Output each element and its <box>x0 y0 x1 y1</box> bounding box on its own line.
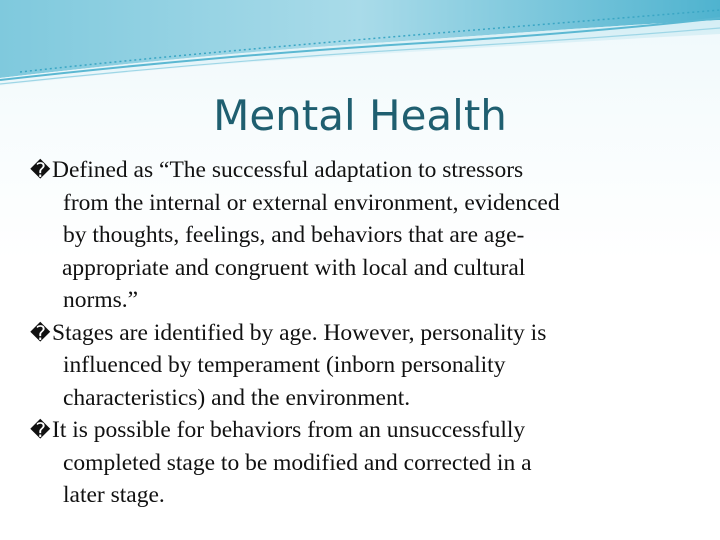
bullet-line: appropriate and congruent with local and cultural <box>62 254 526 281</box>
slide-title-text: Mental Health <box>213 91 507 140</box>
bullet-item <box>30 414 690 512</box>
bullet-list <box>30 154 690 512</box>
bullet-item <box>30 154 690 317</box>
bullet-marker-icon: � <box>30 320 51 345</box>
bullet-line: characteristics) and the environment. <box>63 384 411 411</box>
bullet-item <box>30 317 690 415</box>
bullet-line: Stages are identified by age. However, personality is <box>52 319 547 346</box>
bullet-line: later stage. <box>63 482 165 508</box>
bullet-line: influenced by temperament (inborn personality <box>63 352 506 378</box>
decorative-wave-header <box>0 0 720 90</box>
bullet-line: from the internal or external environment, evidenced <box>63 189 560 216</box>
slide-title <box>0 88 720 144</box>
bullet-line: Defined as “The successful adaptation to stressors <box>52 157 524 183</box>
bullet-line: by thoughts, feelings, and behaviors that are age- <box>63 222 525 248</box>
bullet-marker-icon: � <box>30 418 51 442</box>
bullet-line: norms.” <box>63 287 139 313</box>
bullet-line: completed stage to be modified and corrected in a <box>63 449 532 476</box>
bullet-line: It is possible for behaviors from an unsuccessfully <box>52 417 526 443</box>
bullet-marker-icon: � <box>30 158 51 182</box>
